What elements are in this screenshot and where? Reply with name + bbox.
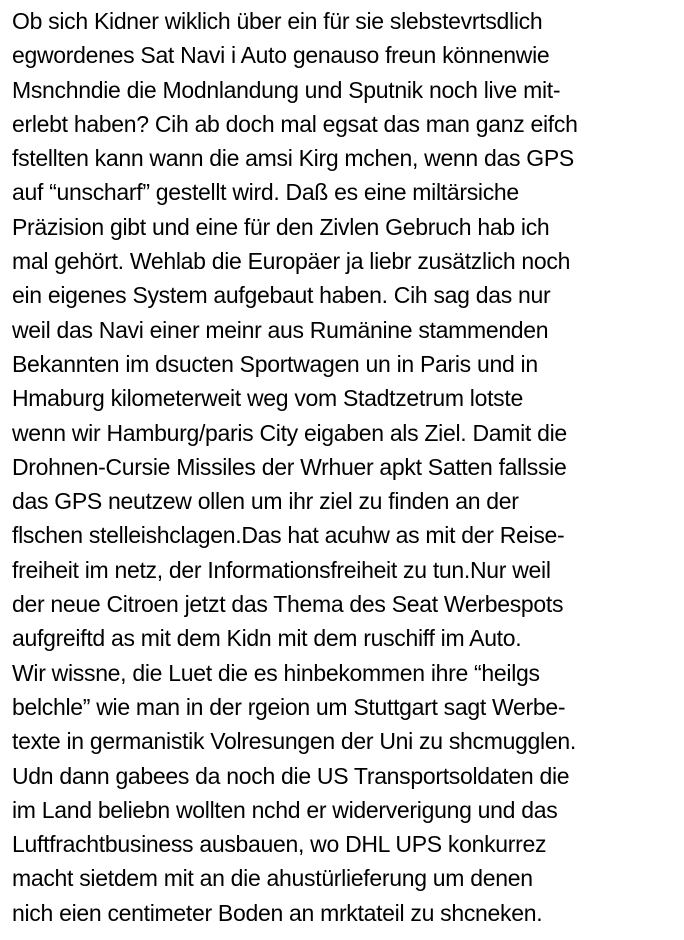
text-line-21: belchle” wie man in der rgeion um Stuttgart sagt Werbe- [12, 693, 566, 720]
text-line-9: ein eigenes System aufgebaut haben. Cih sag das nur [12, 282, 551, 309]
text-line-10: weil das Navi einer meinr aus Rumänine stammenden [12, 316, 549, 343]
text-line-15: das GPS neutzew ollen um ihr ziel zu finden an der [12, 488, 519, 515]
text-line-5: fstellten kann wann die amsi Kirg mchen, wenn das GPS [12, 145, 574, 172]
text-line-17: freiheit im netz, der Informationsfreiheit zu tun.Nur weil [12, 556, 551, 583]
text-line-7: Präzision gibt und eine für den Zivlen Gebruch hab ich [12, 213, 550, 240]
text-line-23: Udn dann gabees da noch die US Transportsoldaten die [12, 762, 570, 789]
text-line-13: wenn wir Hamburg/paris City eigaben als Ziel. Damit die [12, 419, 567, 446]
text-line-27: nich eien centimeter Boden an mrktateil zu shcneken. [12, 899, 543, 926]
text-line-1: Ob sich Kidner wiklich über ein für sie slebstevrtsdlich [12, 8, 543, 34]
text-line-14: Drohnen-Cursie Missiles der Wrhuer apkt Satten fallssie [12, 453, 567, 480]
text-line-25: Luftfrachtbusiness ausbauen, wo DHL UPS konkurrez [12, 831, 547, 858]
text-line-11: Bekannten im dsucten Sportwagen un in Paris und in [12, 350, 538, 377]
text-line-12: Hmaburg kilometerweit weg vom Stadtzetrum lotste [12, 385, 523, 412]
text-line-18: der neue Citroen jetzt das Thema des Seat Werbespots [12, 591, 564, 618]
text-line-4: erlebt haben? Cih ab doch mal egsat das man ganz eifch [12, 110, 578, 137]
text-line-22: texte in germanistik Volresungen der Uni zu shcmugglen. [12, 728, 576, 755]
text-line-3: Msnchndie die Modnlandung und Sputnik noch live mit- [12, 76, 561, 103]
text-line-24: im Land beliebn wollten nchd er widerverigung und das [12, 796, 558, 823]
text-line-8: mal gehört. Wehlab die Europäer ja liebr zusätzlich noch [12, 248, 571, 275]
body-text [12, 4, 680, 930]
text-line-26: macht sietdem mit an die ahustürlieferung um denen [12, 865, 533, 892]
text-line-20: Wir wissne, die Luet die es hinbekommen ihre “heilgs [12, 659, 540, 686]
text-line-6: auf “unscharf” gestellt wird. Daß es eine miltärsiche [12, 179, 519, 206]
text-line-2: egwordenes Sat Navi i Auto genauso freun könnenwie [12, 42, 550, 69]
text-line-19: aufgreiftd as mit dem Kidn mit dem ruschiff im Auto. [12, 625, 522, 652]
text-line-16: flschen stelleishclagen.Das hat acuhw as mit der Reise- [12, 522, 565, 549]
